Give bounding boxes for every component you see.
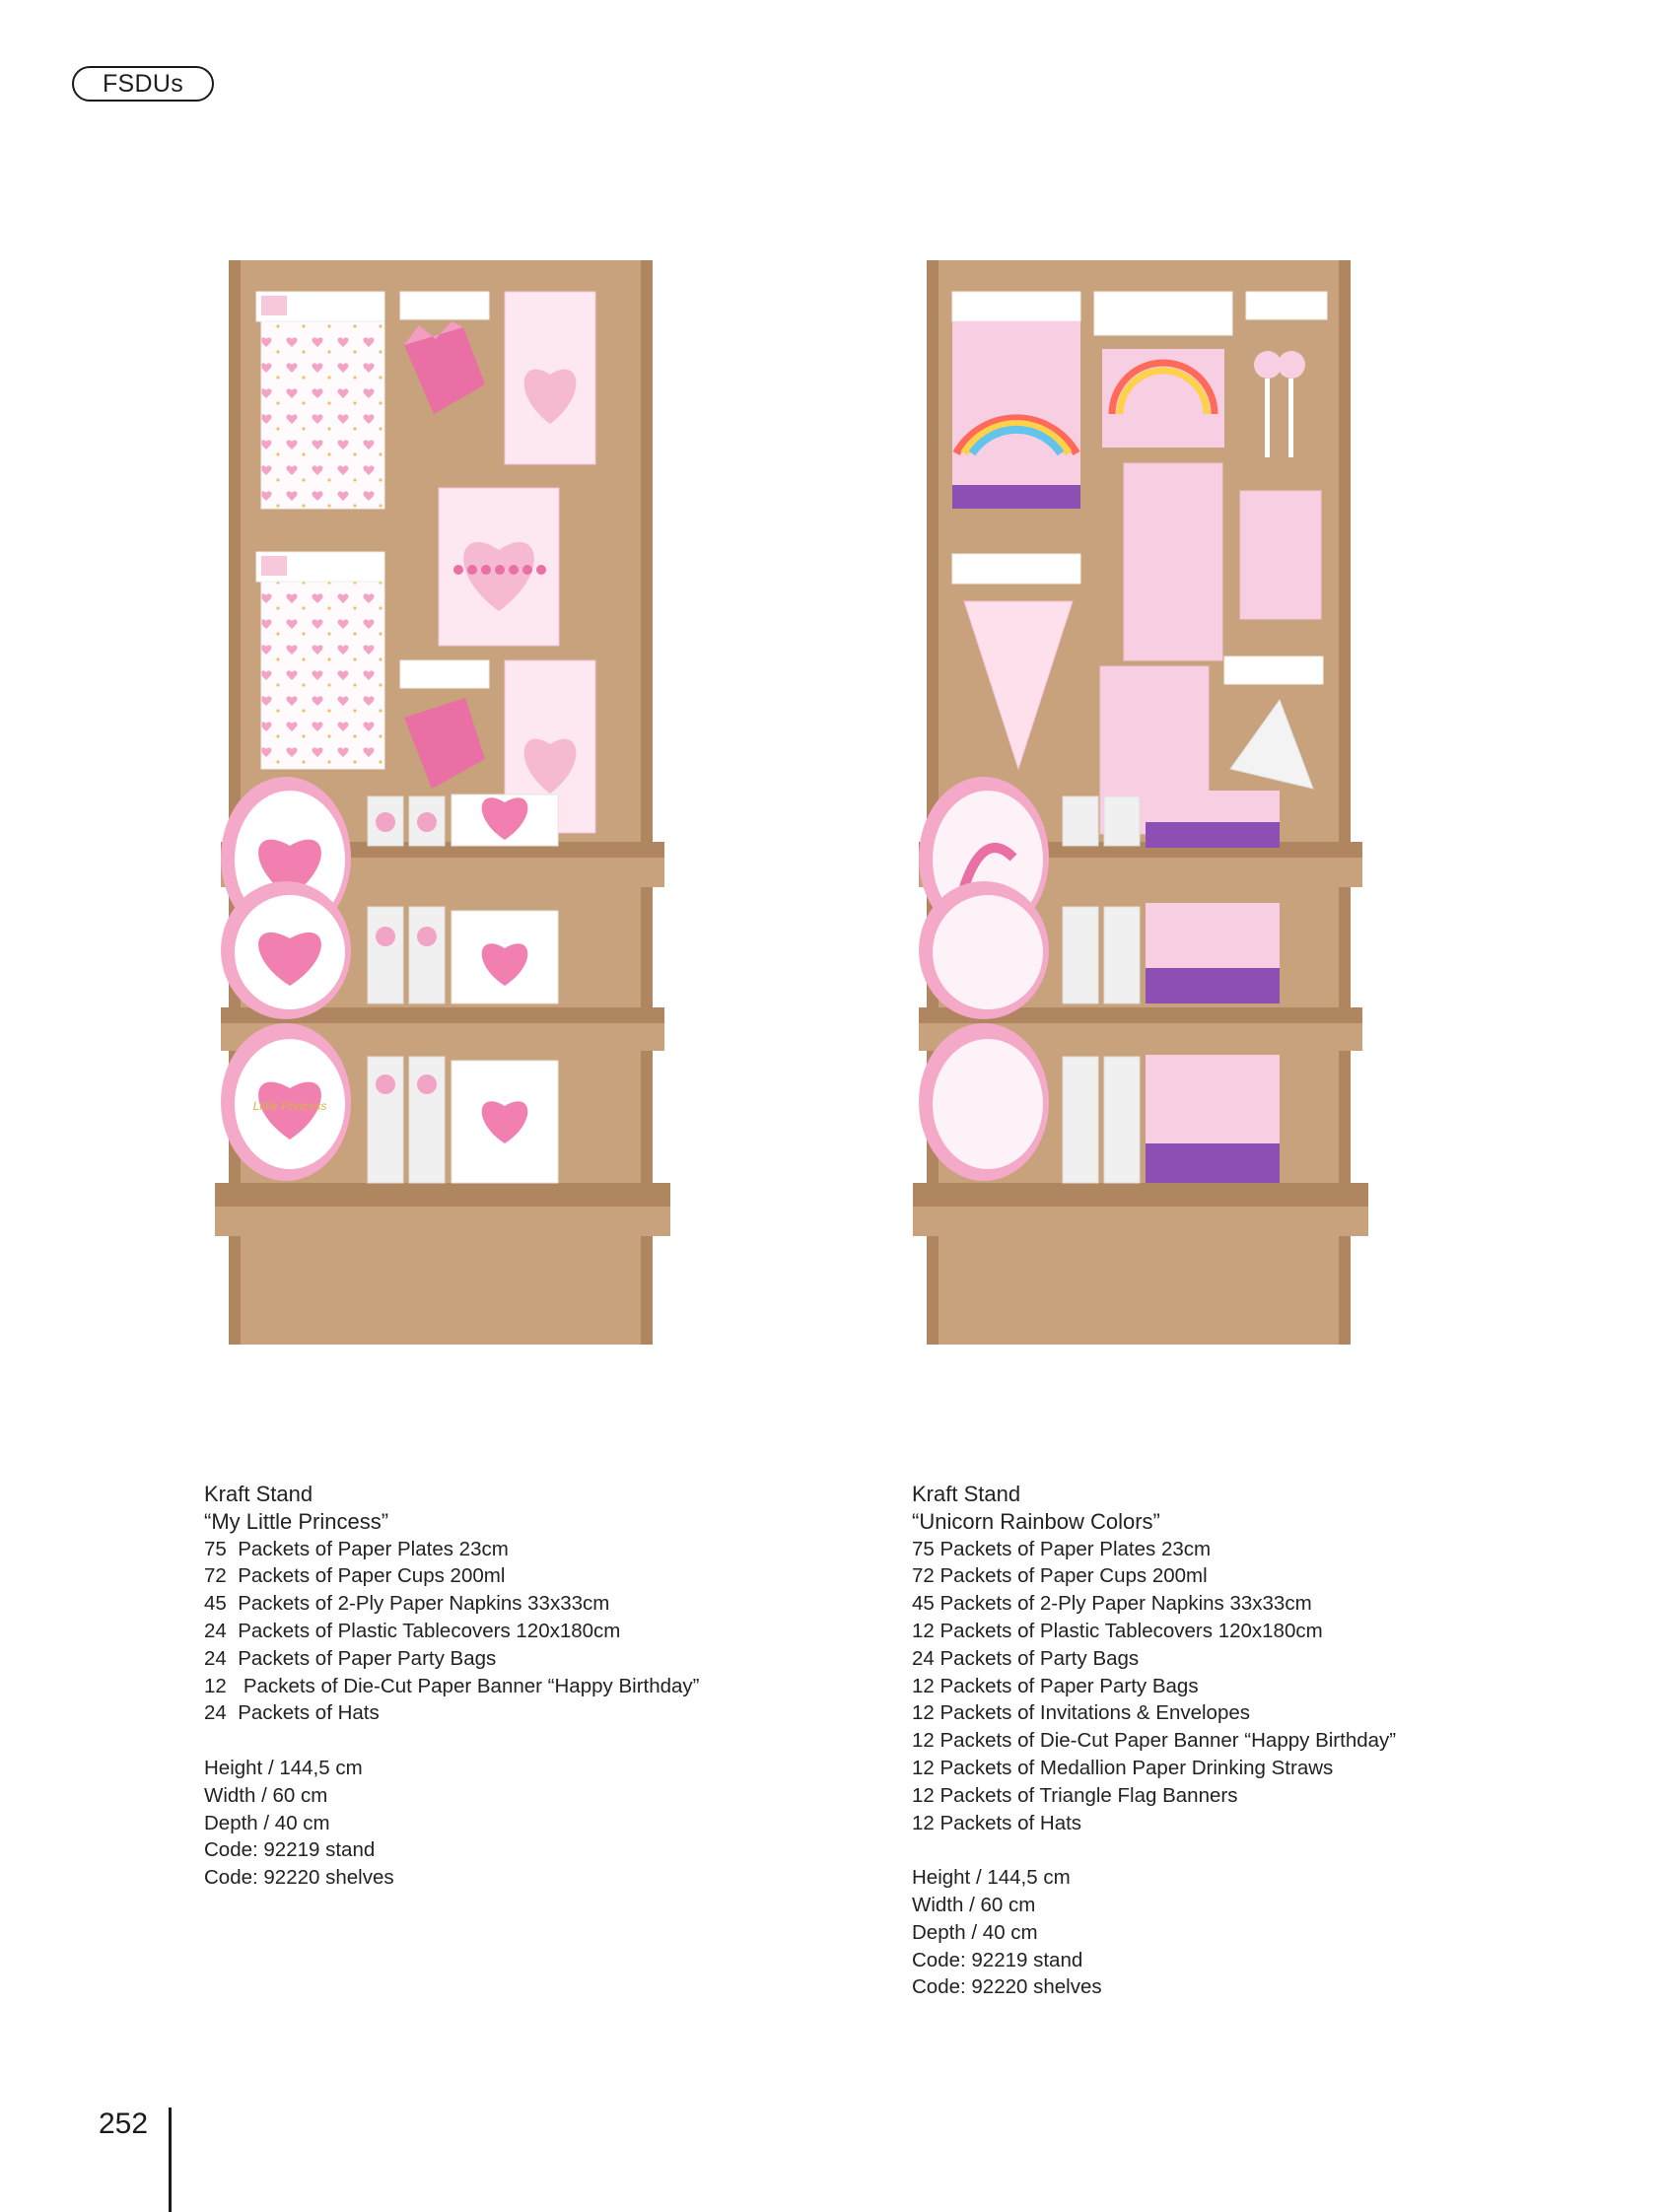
product-title: Kraft Stand xyxy=(204,1482,313,1506)
contents-item: 45 Packets of 2-Ply Paper Napkins 33x33cm xyxy=(912,1592,1312,1616)
spec-code-stand: Code: 92219 stand xyxy=(912,1948,1083,1971)
plate-print-text: Little Princess xyxy=(252,1099,327,1113)
contents-item: 12 Packets of Triangle Flag Banners xyxy=(912,1783,1238,1807)
spec-code-shelves: Code: 92220 shelves xyxy=(204,1866,394,1890)
spec-code-shelves: Code: 92220 shelves xyxy=(912,1975,1102,1999)
contents-item: 72 Packets of Paper Cups 200ml xyxy=(912,1564,1208,1588)
spec-code-stand: Code: 92219 stand xyxy=(204,1838,376,1862)
contents-item: 12 Packets of Plastic Tablecovers 120x180cm xyxy=(912,1619,1323,1642)
section-label: FSDUs xyxy=(72,66,214,102)
spec-width: Width / 60 cm xyxy=(204,1783,328,1807)
product-info-unicorn-rainbow xyxy=(912,1481,1396,2001)
contents-item: 24 Packets of Paper Party Bags xyxy=(204,1646,497,1670)
spec-width: Width / 60 cm xyxy=(912,1893,1036,1916)
product-subtitle: “Unicorn Rainbow Colors” xyxy=(912,1508,1160,1534)
spec-depth: Depth / 40 cm xyxy=(912,1920,1038,1944)
contents-item: 12 Packets of Die-Cut Paper Banner “Happy Birthday” xyxy=(912,1729,1397,1753)
contents-item: 75 Packets of Paper Plates 23cm xyxy=(912,1537,1212,1560)
contents-item: 12 Packets of Invitations & Envelopes xyxy=(912,1701,1251,1725)
product-info-little-princess xyxy=(204,1481,700,1892)
product-title: Kraft Stand xyxy=(912,1482,1021,1506)
stand-image-little-princess xyxy=(207,256,670,1439)
contents-item: 45 Packets of 2-Ply Paper Napkins 33x33cm xyxy=(204,1592,610,1616)
contents-item: 12 Packets of Hats xyxy=(912,1811,1082,1834)
contents-item: 12 Packets of Die-Cut Paper Banner “Happy Birthday” xyxy=(204,1674,700,1697)
contents-item: 75 Packets of Paper Plates 23cm xyxy=(204,1537,509,1560)
contents-item: 24 Packets of Party Bags xyxy=(912,1646,1140,1670)
contents-item: 24 Packets of Hats xyxy=(204,1701,380,1725)
stand-image-unicorn-rainbow xyxy=(905,256,1368,1439)
product-subtitle: “My Little Princess” xyxy=(204,1508,389,1534)
contents-item: 12 Packets of Medallion Paper Drinking Straws xyxy=(912,1756,1334,1779)
contents-item: 12 Packets of Paper Party Bags xyxy=(912,1674,1199,1697)
page-number: 252 xyxy=(99,2108,149,2140)
page-number-rule xyxy=(169,2108,172,2212)
spec-height: Height / 144,5 cm xyxy=(912,1866,1071,1890)
contents-item: 24 Packets of Plastic Tablecovers 120x180cm xyxy=(204,1619,621,1642)
contents-item: 72 Packets of Paper Cups 200ml xyxy=(204,1564,506,1588)
spec-height: Height / 144,5 cm xyxy=(204,1756,363,1779)
spec-depth: Depth / 40 cm xyxy=(204,1811,330,1834)
